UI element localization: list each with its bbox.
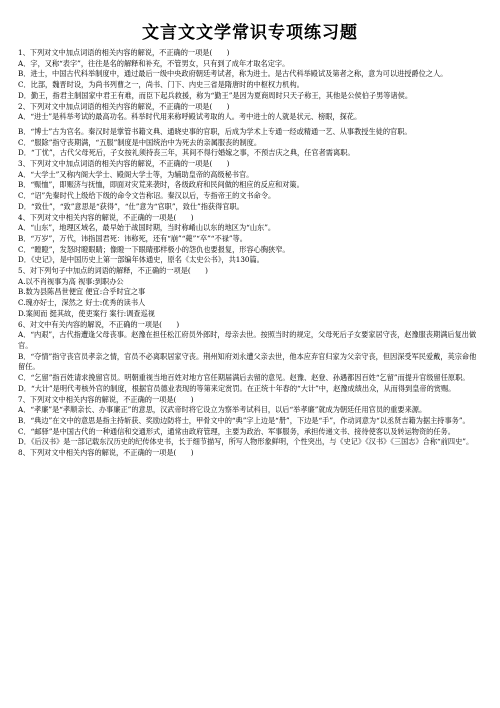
answer-option: C．“诏”先秦时代上级给下级的命令文告称诏。秦汉以后，专指帝王的文书命令。 xyxy=(18,191,276,201)
question-block xyxy=(18,102,482,160)
question-stem: 7、下列对文中相关内容的解说，不正确的一项是( ) xyxy=(18,394,194,404)
question-block xyxy=(18,213,482,267)
answer-option: A．“内艰”，古代指遭逢父母丧事。赵豫在担任松江府员外郎时，母亲去世。按照当时的规定，父母死后子女要家居守丧，赵豫服丧期满后复出做官。 xyxy=(18,330,477,350)
answer-option: A．“进士”是科举考试的最高功名。科举时代用来称呼殿试考取的人。考中进士的人就是状元、榜眼，探花。 xyxy=(18,112,362,122)
answer-option: C．比部，魏晋时设，为尚书列曹之一，尚书、门下、内史三省是隋唐时的中枢权力机构。 xyxy=(18,80,304,90)
answer-option: C．“瞠瞪”，发怒时瞪眼睛；像瞪一下眼睛那样极小的怨仇也要报复，形容心胸狭窄。 xyxy=(18,244,290,254)
answer-option: A.以不肖视事为高 视事:到职办公 xyxy=(18,276,124,286)
question-list xyxy=(18,48,482,459)
question-block xyxy=(18,159,482,213)
question-stem: 2、下列对文中加点词语的相关内容的解说，不正确的一项是( ) xyxy=(18,101,230,111)
answer-option: C．“服除”指守丧期满，“五服”制度是中国统治中为死去的亲属服丧的制度。 xyxy=(18,137,262,147)
answer-option: D．《后汉书》是一部记载东汉历史的纪传体史书，长于细节描写，所写人物形象鲜明，个性突出，与《史记》《汉书》《三国志》合称“前四史”。 xyxy=(18,437,474,447)
question-block xyxy=(18,266,482,320)
question-block xyxy=(18,48,482,102)
answer-option: B．“典边”在文中的意思是指主持斩获、奖励边防将士，甲骨文中的“典”字上边是“册”，下边是“手”，作动词意为“以丞贤吉籍为据主持事务”。 xyxy=(18,415,470,425)
answer-option: B．“博士”古为官名。秦汉时是掌管书籍文典、通晓史事的官职，后成为学术上专通一经或精通一艺、从事教授生徒的官职。 xyxy=(18,126,412,136)
answer-option: D.案阅而 挺其故，使吏案行 案行:调查巡视 xyxy=(18,308,155,318)
answer-option: A．“孝廉”是“孝顺亲长、办事廉正”的意思，汉武帝时将它设立为察举考试科目，以后“举孝廉”就成为朝廷任用官员的重要来源。 xyxy=(18,405,427,415)
question-block xyxy=(18,395,482,449)
question-stem: 3、下列对文中加点词语的相关内容的解说，不正确的一项是( ) xyxy=(18,159,230,169)
question-block xyxy=(18,320,482,395)
answer-option: D．勤王，指君主制国家中君王有难，而臣下起兵救援，称为“勤王”是因为夏商周时只天子称王，其他是公侯伯子男等诸侯。 xyxy=(18,90,413,100)
answer-option: B．“夺情”指守丧官员孝亲之情，官员不必离职居家守丧。荆州知府刘永遭父亲去世，他本应弃官归家为父亲守丧，但因深受军民爱戴，英宗命他留任。 xyxy=(18,351,477,372)
answer-option: B．“赈恤”，即赈济与抚恤，即面对灾荒来袭时，各级政府和民间做的相应的反应和对策。 xyxy=(18,180,304,190)
question-stem: 5、对下列句子中加点的词语的解释，不正确的一项是( ) xyxy=(18,266,208,276)
question-stem: 1、下列对文中加点词语的相关内容的解说，不正确的一项是( ) xyxy=(18,48,230,57)
answer-option: B.数为县陈昌世便宜 便宜:合乎时宜之事 xyxy=(18,287,146,297)
answer-option: A．字，又称“表字”，往往是名的解释和补充，不管男女，只有到了成年才取名定字。 xyxy=(18,58,290,68)
answer-option: A．“山东”，地理区域名，最早始于战国时期，当时称崤山以东的地区为“山东”。 xyxy=(18,223,276,233)
answer-option: D．“致仕”，“致”意思是“获得”，“仕”意为“官职”，致仕”指获得官职。 xyxy=(18,201,244,211)
question-stem: 4、下列对文中相关内容的解说，不正确的一项是( ) xyxy=(18,212,194,222)
page-title: 文言文文学常识专项练习题 xyxy=(142,23,358,43)
question-stem: 8、下列对文中相关内容的解说，不正确的一项是( ) xyxy=(18,448,194,458)
answer-option: D．《史记》，是中国历史上第一部编年体通史，原名《太史公书》，共130篇。 xyxy=(18,255,264,265)
question-stem: 6、对文中有关内容的解说，不正确的一项是( ) xyxy=(18,319,180,329)
answer-option: A．“大学士”又称内阁大学士、殿阁大学士等，为辅助皇帝的高级秘书官。 xyxy=(18,169,254,179)
question-block xyxy=(18,448,482,459)
answer-option: C．“乞留”指百姓请求挽留官员。明朝重视当地百姓对地方官任期届满后去留的意见。赵豫、赵登、孙遇都因百姓“乞留”而提升官级留任原职。 xyxy=(18,373,470,383)
answer-option: B．进士，中国古代科举制度中，通过最后一级中央政府朝廷考试者，称为进士。是古代科举殿试及第者之称，意为可以进授爵位之人。 xyxy=(18,69,448,79)
answer-option: D．“丁忧”，古代父母死后，子女按礼须持丧三年，其间不得行婚嫁之事，不预吉庆之典，任官者需离职。 xyxy=(18,148,355,158)
answer-option: C.瑰亦好士，深然之 好士:优秀的读书人 xyxy=(18,298,146,308)
answer-option: D．“大计”是明代考核外官的制度，根据官员德业表现的等第来定赏罚。在正统十年春的“大计”中，赵豫成绩出众，从而得到皇帝的赏赐。 xyxy=(18,383,456,393)
answer-option: C．“邮驿”是中国古代的一种通信和交通形式，通常由政府管理，主要为政治、军事服务，承担传递文书、接待使客以及转运物资的任务。 xyxy=(18,426,455,436)
answer-option: B．“万岁”，万代，讳指国君死：讳称死，还有“崩”“薨”“卒”“不禄”等。 xyxy=(18,233,247,243)
